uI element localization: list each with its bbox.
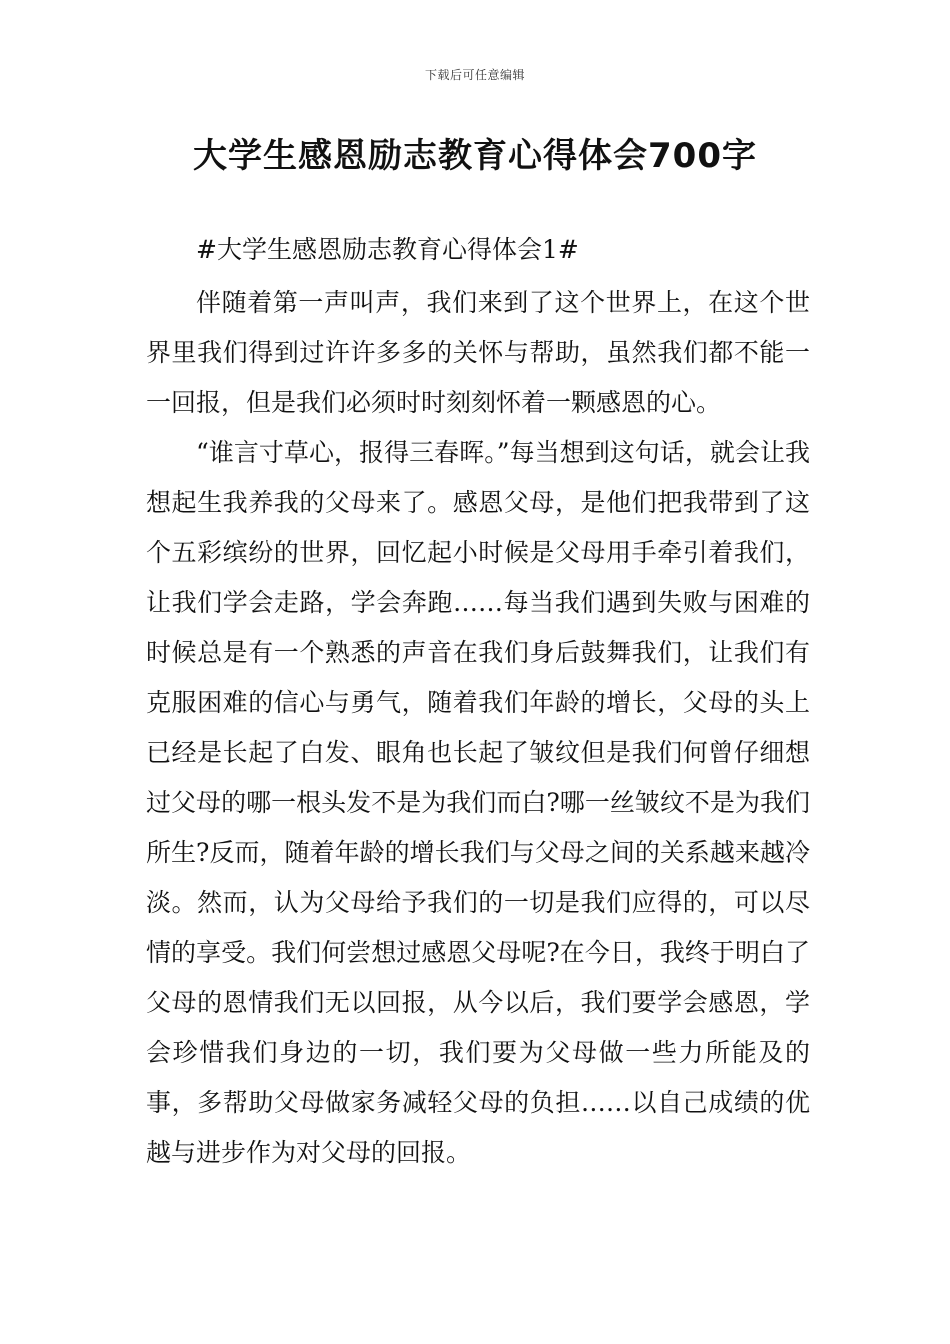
header-note: 下载后可任意编辑 <box>424 68 525 82</box>
section-heading: #大学生感恩励志教育心得体会1# <box>196 235 579 264</box>
paragraph: “谁言寸草心，报得三春晖。”每当想到这句话，就会让我想起生我养我的父母来了。感恩父母，是他们把我带到了这个五彩缤纷的世界，回忆起小时候是父母用手牵引着我们，让我们学会走路，学会奔跑……每当我们遇到失败与困难的时候总是有一个熟悉的声音在我们身后鼓舞我们，让我们有克服困难的信心与勇气，随着我们年龄的增长，父母的头上已经是长起了白发、眼角也长起了皱纹但是我们何曾仔细想过父母的哪一根头发不是为我们而白?哪一丝皱纹不是为我们所生?反而，随着年龄的增长我们与父母之间的关系越来越冷淡。然而，认为父母给予我们的一切是我们应得的，可以尽情的享受。我们何尝想过感恩父母呢?在今日，我终于明白了父母的恩情我们无以回报，从今以后，我们要学会感恩，学会珍惜我们身边的一切，我们要为父母做一些力所能及的事，多帮助父母做家务减轻父母的负担……以自己成绩的优越与进步作为对父母的回报。 <box>146 438 810 1167</box>
paragraph: 伴随着第一声叫声，我们来到了这个世界上，在这个世界里我们得到过许许多多的关怀与帮助，虽然我们都不能一一回报，但是我们必须时时刻刻怀着一颗感恩的心。 <box>146 288 810 417</box>
document-title: 大学生感恩励志教育心得体会700字 <box>193 136 757 176</box>
document-body <box>146 278 810 1178</box>
